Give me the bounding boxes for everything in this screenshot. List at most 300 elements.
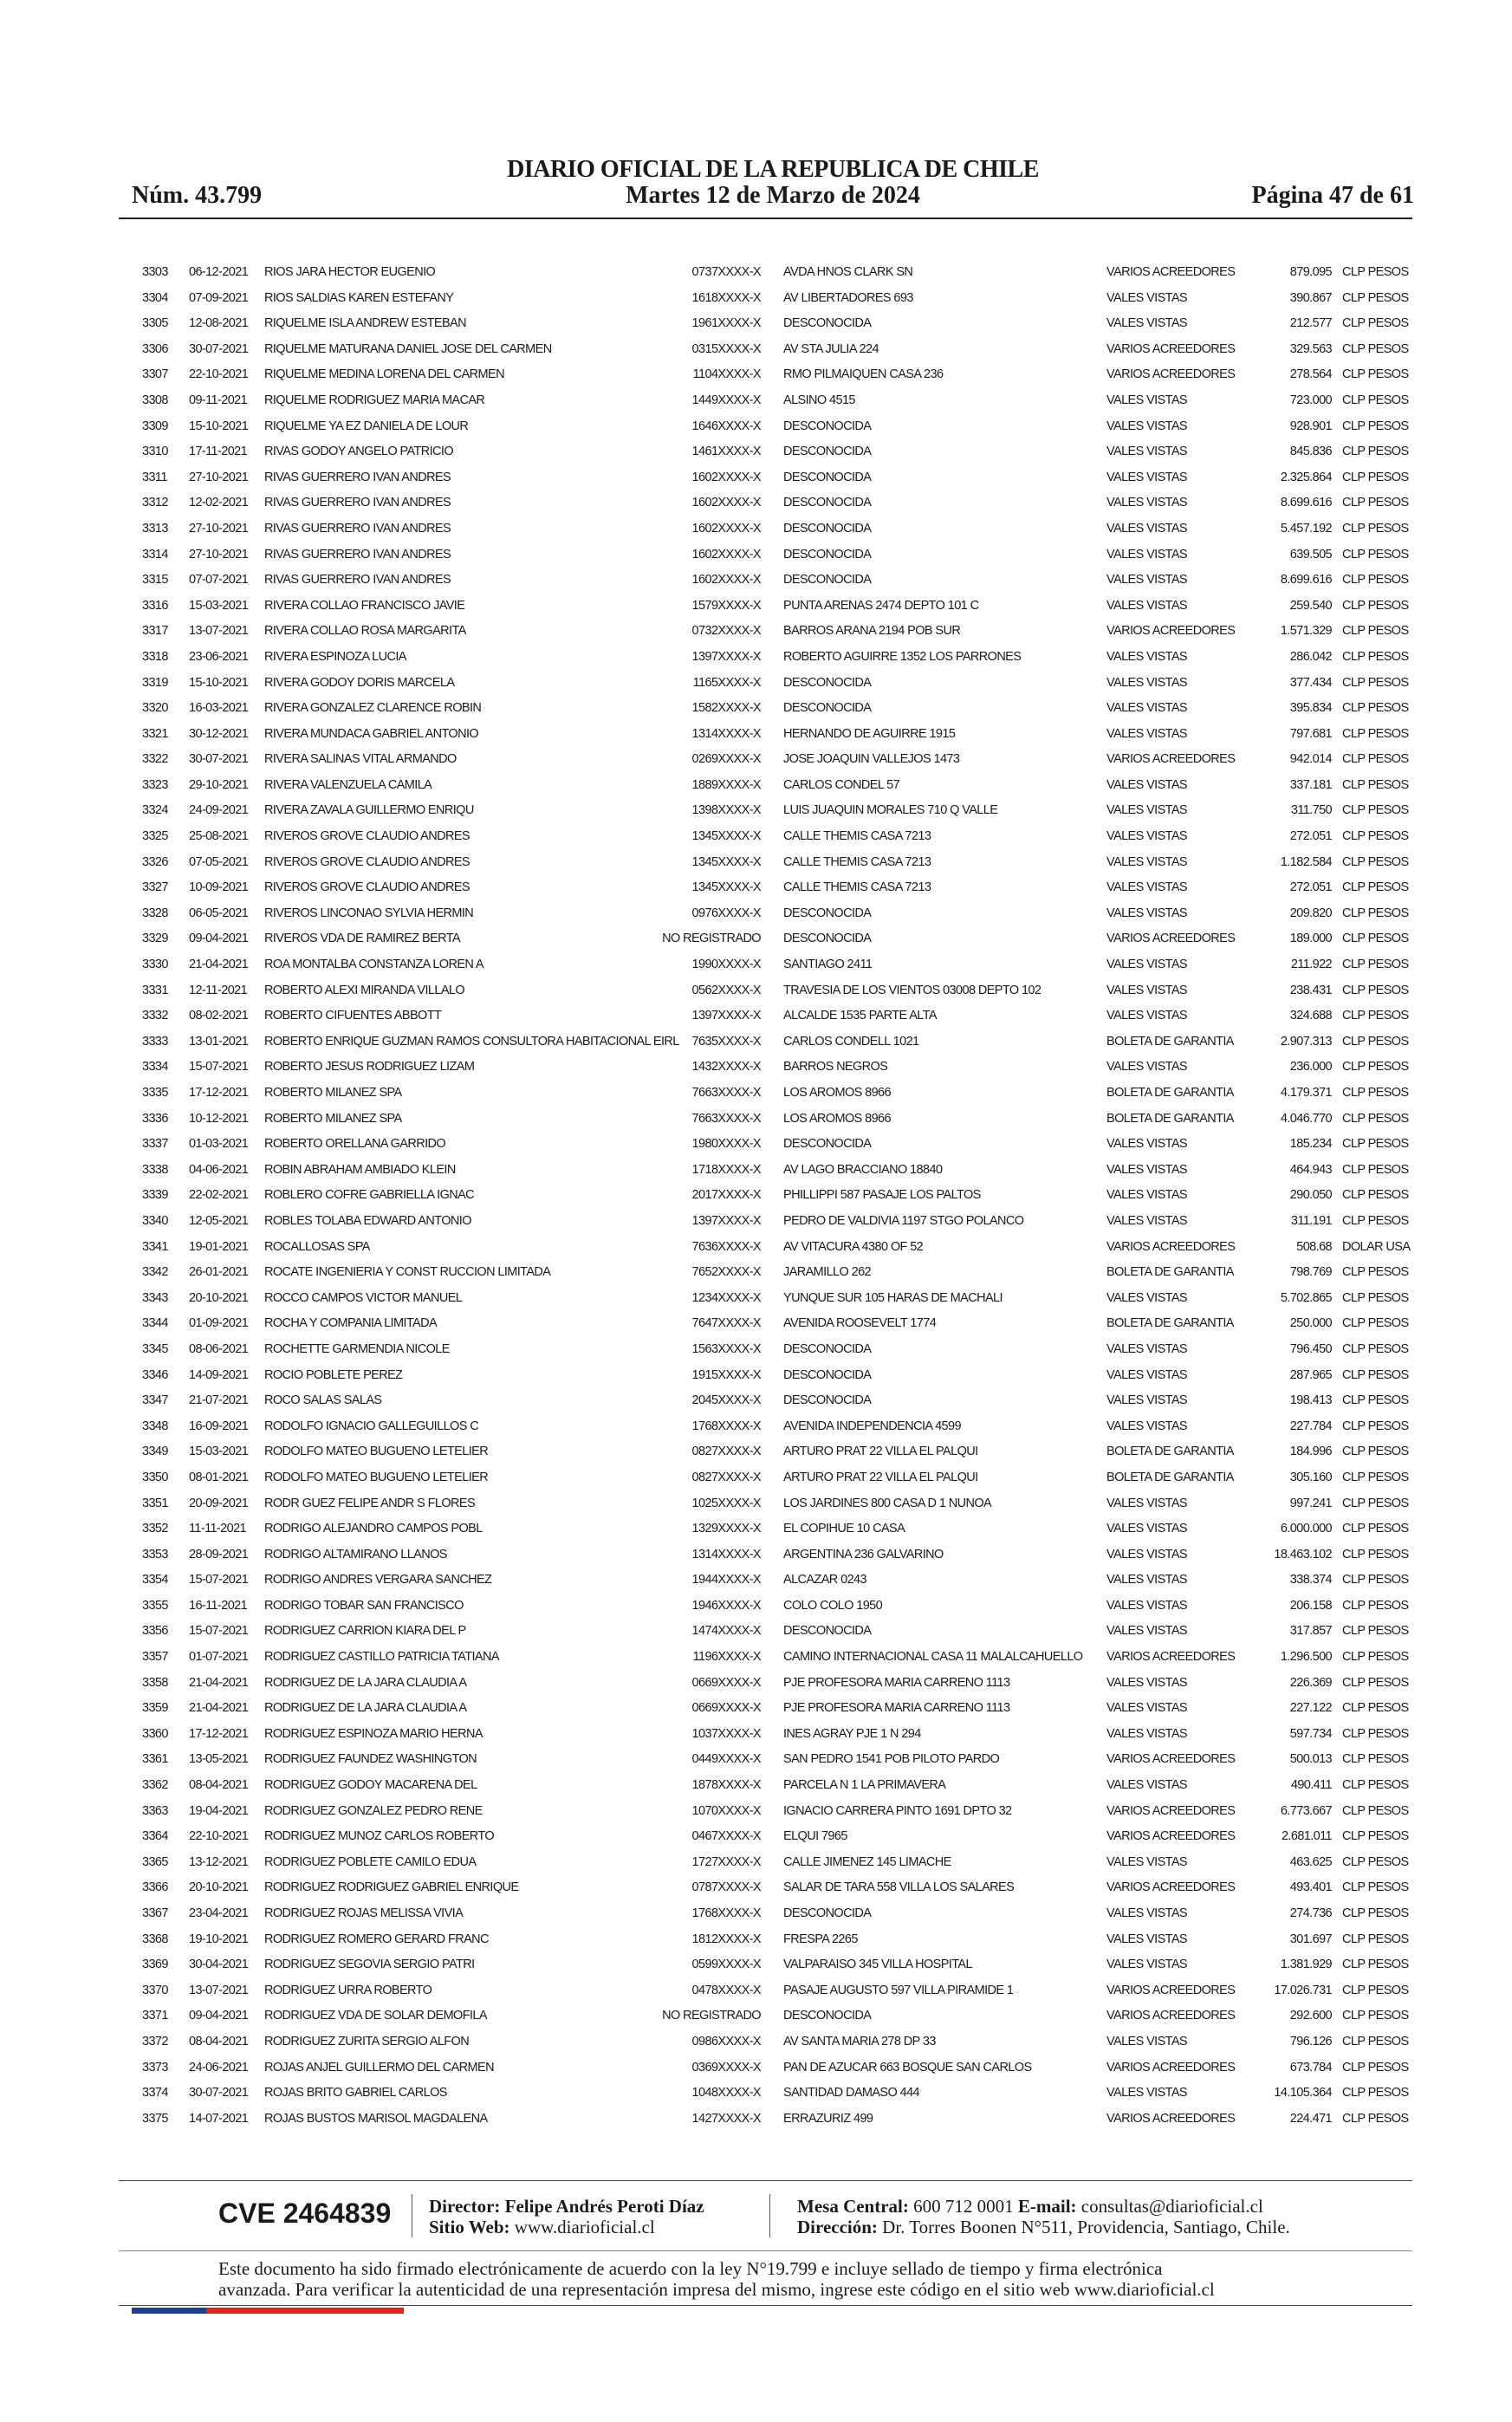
currency: CLP PESOS	[1342, 1341, 1409, 1356]
amount: 6.000.000	[1280, 1522, 1332, 1536]
rut: 1398XXXX-X	[691, 803, 761, 818]
site-label: Sitio Web:	[429, 2217, 510, 2237]
table-row	[132, 619, 1414, 645]
amount: 287.965	[1289, 1367, 1332, 1382]
record-number: 3359	[142, 1701, 168, 1716]
table-row	[132, 2107, 1414, 2133]
address: DESCONOCIDA	[783, 701, 872, 716]
amount: 227.122	[1289, 1701, 1332, 1716]
beneficiary-name: ROBIN ABRAHAM AMBIADO KLEIN	[264, 1162, 456, 1177]
address: LUIS JUAQUIN MORALES 710 Q VALLE	[783, 803, 998, 818]
beneficiary-name: RODRIGO ANDRES VERGARA SANCHEZ	[264, 1573, 492, 1588]
currency: CLP PESOS	[1342, 2009, 1409, 2023]
currency: CLP PESOS	[1342, 290, 1409, 305]
beneficiary-name: ROCHA Y COMPANIA LIMITADA	[264, 1316, 438, 1331]
record-date: 21-04-2021	[189, 958, 249, 972]
currency: CLP PESOS	[1342, 1983, 1409, 1997]
document-type: VALES VISTAS	[1106, 1932, 1187, 1946]
currency: CLP PESOS	[1342, 393, 1409, 407]
table-row	[132, 671, 1414, 697]
currency: CLP PESOS	[1342, 1137, 1409, 1152]
record-number: 3343	[142, 1290, 168, 1305]
record-number: 3362	[142, 1778, 168, 1793]
currency: CLP PESOS	[1342, 419, 1409, 433]
amount: 185.234	[1289, 1137, 1332, 1152]
beneficiary-name: RIVERA GODOY DORIS MARCELA	[264, 675, 455, 690]
table-row	[132, 952, 1414, 978]
record-number: 3332	[142, 1009, 168, 1023]
currency: CLP PESOS	[1342, 803, 1409, 818]
record-number: 3349	[142, 1445, 168, 1459]
table-row	[132, 1388, 1414, 1414]
amount: 212.577	[1289, 316, 1332, 331]
beneficiary-name: ROCHETTE GARMENDIA NICOLE	[264, 1341, 450, 1356]
currency: CLP PESOS	[1342, 1162, 1409, 1177]
document-type: VALES VISTAS	[1106, 1598, 1187, 1613]
record-number: 3346	[142, 1367, 168, 1382]
record-number: 3360	[142, 1726, 168, 1741]
address: DESCONOCIDA	[783, 547, 872, 562]
rut: 1602XXXX-X	[691, 547, 761, 562]
address: PHILLIPPI 587 PASAJE LOS PALTOS	[783, 1188, 981, 1203]
document-type: BOLETA DE GARANTIA	[1106, 1086, 1234, 1100]
record-number: 3335	[142, 1086, 168, 1100]
rut: 1602XXXX-X	[691, 496, 761, 510]
record-date: 30-07-2021	[189, 752, 249, 767]
amount: 6.773.667	[1280, 1803, 1332, 1818]
amount: 2.325.864	[1280, 470, 1332, 484]
document-type: VARIOS ACREEDORES	[1106, 1752, 1236, 1767]
mesa-label: Mesa Central:	[797, 2196, 909, 2217]
table-row	[132, 414, 1414, 440]
rut: 1345XXXX-X	[691, 880, 761, 895]
table-row	[132, 1696, 1414, 1722]
document-type: VARIOS ACREEDORES	[1106, 1880, 1236, 1895]
record-number: 3339	[142, 1188, 168, 1203]
address: ARTURO PRAT 22 VILLA EL PALQUI	[783, 1470, 978, 1484]
currency: CLP PESOS	[1342, 777, 1409, 792]
record-number: 3337	[142, 1137, 168, 1152]
currency: CLP PESOS	[1342, 1009, 1409, 1023]
address: ARGENTINA 236 GALVARINO	[783, 1547, 944, 1562]
beneficiary-name: ROBLERO COFRE GABRIELLA IGNAC	[264, 1188, 475, 1203]
table-row	[132, 1568, 1414, 1594]
document-type: VARIOS ACREEDORES	[1106, 2009, 1236, 2023]
address: PJE PROFESORA MARIA CARRENO 1113	[783, 1675, 1010, 1690]
table-row	[132, 1850, 1414, 1876]
rut: 1946XXXX-X	[691, 1598, 761, 1613]
amount: 390.867	[1289, 290, 1332, 305]
document-type: VALES VISTAS	[1106, 675, 1187, 690]
address: DESCONOCIDA	[783, 445, 872, 459]
document-type: VALES VISTAS	[1106, 1906, 1187, 1920]
flag-stripe-blue	[132, 2308, 206, 2314]
document-type: VALES VISTAS	[1106, 1188, 1187, 1203]
beneficiary-name: RIVEROS VDA DE RAMIREZ BERTA	[264, 932, 460, 946]
currency: CLP PESOS	[1342, 649, 1409, 664]
amount: 236.000	[1289, 1060, 1332, 1075]
address: SANTIDAD DAMASO 444	[783, 2086, 920, 2101]
rut: 1990XXXX-X	[691, 958, 761, 972]
record-number: 3352	[142, 1522, 168, 1536]
record-date: 15-10-2021	[189, 675, 249, 690]
record-date: 21-07-2021	[189, 1393, 249, 1408]
record-number: 3322	[142, 752, 168, 767]
record-date: 07-05-2021	[189, 854, 249, 869]
amount: 5.702.865	[1280, 1290, 1332, 1305]
document-type: VALES VISTAS	[1106, 1522, 1187, 1536]
address: DESCONOCIDA	[783, 1367, 872, 1382]
document-type: VALES VISTAS	[1106, 726, 1187, 741]
amount: 2.681.011	[1281, 1829, 1332, 1844]
amount: 1.571.329	[1280, 624, 1332, 639]
beneficiary-name: RODRIGUEZ DE LA JARA CLAUDIA A	[264, 1701, 467, 1716]
beneficiary-name: RIVAS GUERRERO IVAN ANDRES	[264, 496, 451, 510]
currency: CLP PESOS	[1342, 2111, 1409, 2126]
record-date: 20-10-2021	[189, 1880, 249, 1895]
footer-separator	[769, 2194, 770, 2237]
record-date: 20-10-2021	[189, 1290, 249, 1305]
document-type: VALES VISTAS	[1106, 649, 1187, 664]
document-type: VALES VISTAS	[1106, 598, 1187, 613]
table-row	[132, 2029, 1414, 2055]
email-link[interactable]: consultas@diarioficial.cl	[1080, 2196, 1263, 2217]
record-date: 19-01-2021	[189, 1239, 249, 1254]
record-date: 06-12-2021	[189, 265, 249, 279]
beneficiary-name: ROBERTO JESUS RODRIGUEZ LIZAM	[264, 1060, 475, 1075]
address-text: Dr. Torres Boonen N°511, Providencia, Santiago, Chile.	[882, 2217, 1290, 2237]
record-date: 17-11-2021	[189, 445, 248, 459]
rut: 1944XXXX-X	[691, 1573, 761, 1588]
document-type: VALES VISTAS	[1106, 470, 1187, 484]
document-type: VALES VISTAS	[1106, 777, 1187, 792]
table-row	[132, 1875, 1414, 1901]
amount: 311.191	[1290, 1213, 1332, 1228]
record-number: 3351	[142, 1496, 168, 1510]
rut: 1314XXXX-X	[691, 726, 761, 741]
record-date: 01-09-2021	[189, 1316, 249, 1331]
record-number: 3371	[142, 2009, 168, 2023]
table-row	[132, 850, 1414, 876]
beneficiary-name: RODRIGUEZ ROMERO GERARD FRANC	[264, 1932, 489, 1946]
beneficiary-name: ROJAS BRITO GABRIEL CARLOS	[264, 2086, 447, 2101]
beneficiary-name: RODRIGUEZ ZURITA SERGIO ALFON	[264, 2034, 470, 2049]
beneficiary-name: RODRIGUEZ ESPINOZA MARIO HERNA	[264, 1726, 483, 1741]
rut: 1889XXXX-X	[691, 777, 761, 792]
record-date: 12-05-2021	[189, 1213, 249, 1228]
record-number: 3308	[142, 393, 168, 407]
table-row	[132, 542, 1414, 568]
record-number: 3313	[142, 521, 168, 536]
record-number: 3331	[142, 983, 168, 997]
record-number: 3327	[142, 880, 168, 895]
amount: 493.401	[1289, 1880, 1332, 1895]
record-number: 3316	[142, 598, 168, 613]
record-date: 13-07-2021	[189, 1983, 249, 1997]
table-row	[132, 926, 1414, 952]
currency: CLP PESOS	[1342, 1547, 1409, 1562]
table-row	[132, 901, 1414, 927]
rut: 0787XXXX-X	[691, 1880, 761, 1895]
beneficiary-name: ROBERTO MILANEZ SPA	[264, 1111, 402, 1126]
document-type: VALES VISTAS	[1106, 1060, 1187, 1075]
rut: 1025XXXX-X	[691, 1496, 761, 1510]
document-type: BOLETA DE GARANTIA	[1106, 1034, 1234, 1049]
beneficiary-name: RIVAS GUERRERO IVAN ANDRES	[264, 470, 451, 484]
record-date: 08-01-2021	[189, 1470, 249, 1484]
record-date: 21-04-2021	[189, 1701, 249, 1716]
beneficiary-name: RIQUELME ISLA ANDREW ESTEBAN	[264, 316, 466, 331]
currency: CLP PESOS	[1342, 1854, 1409, 1869]
table-row	[132, 362, 1414, 388]
rut: 1048XXXX-X	[691, 2086, 761, 2101]
table-row	[132, 1671, 1414, 1697]
rut: 1602XXXX-X	[691, 521, 761, 536]
document-type: VALES VISTAS	[1106, 1290, 1187, 1305]
address: AV LIBERTADORES 693	[783, 290, 913, 305]
currency: DOLAR USA	[1342, 1239, 1411, 1254]
amount: 311.750	[1290, 803, 1332, 818]
currency: CLP PESOS	[1342, 1880, 1409, 1895]
rut: 1602XXXX-X	[691, 573, 761, 588]
address: LOS AROMOS 8966	[783, 1111, 891, 1126]
record-date: 08-04-2021	[189, 1778, 249, 1793]
document-type: VALES VISTAS	[1106, 1137, 1187, 1152]
address: AV VITACURA 4380 OF 52	[783, 1239, 924, 1254]
footer-divider-top	[119, 2180, 1412, 2181]
rut: 0669XXXX-X	[691, 1675, 761, 1690]
currency: CLP PESOS	[1342, 1522, 1409, 1536]
record-number: 3323	[142, 777, 168, 792]
currency: CLP PESOS	[1342, 1906, 1409, 1920]
address: HERNANDO DE AGUIRRE 1915	[783, 726, 956, 741]
address: DESCONOCIDA	[783, 1624, 872, 1639]
table-row	[132, 260, 1414, 286]
currency: CLP PESOS	[1342, 341, 1409, 356]
beneficiary-name: ROCO SALAS SALAS	[264, 1393, 382, 1408]
amount: 464.943	[1289, 1162, 1332, 1177]
document-type: VALES VISTAS	[1106, 1547, 1187, 1562]
address: ALCALDE 1535 PARTE ALTA	[783, 1009, 937, 1023]
rut: 1234XXXX-X	[691, 1290, 761, 1305]
footer-divider-middle	[119, 2250, 1412, 2251]
beneficiary-name: RIVAS GUERRERO IVAN ANDRES	[264, 547, 451, 562]
address: AVDA HNOS CLARK SN	[783, 265, 913, 279]
rut: 7635XXXX-X	[691, 1034, 761, 1049]
currency: CLP PESOS	[1342, 445, 1409, 459]
beneficiary-name: RIQUELME MATURANA DANIEL JOSE DEL CARMEN	[264, 341, 552, 356]
amount: 490.411	[1290, 1778, 1332, 1793]
record-date: 12-08-2021	[189, 316, 249, 331]
record-number: 3330	[142, 958, 168, 972]
rut: 1449XXXX-X	[691, 393, 761, 407]
amount: 272.051	[1289, 829, 1332, 844]
address: PUNTA ARENAS 2474 DEPTO 101 C	[783, 598, 979, 613]
address: COLO COLO 1950	[783, 1598, 883, 1613]
rut: 0449XXXX-X	[691, 1752, 761, 1767]
beneficiary-name: ROCIO POBLETE PEREZ	[264, 1367, 403, 1382]
table-row	[132, 1465, 1414, 1491]
record-date: 22-10-2021	[189, 367, 249, 382]
beneficiary-name: RIQUELME YA EZ DANIELA DE LOUR	[264, 419, 469, 433]
record-date: 16-03-2021	[189, 701, 249, 716]
document-type: VALES VISTAS	[1106, 2086, 1187, 2101]
address: DESCONOCIDA	[783, 1341, 872, 1356]
address: AVENIDA INDEPENDENCIA 4599	[783, 1419, 961, 1433]
record-number: 3333	[142, 1034, 168, 1049]
document-type: VALES VISTAS	[1106, 1854, 1187, 1869]
address: DESCONOCIDA	[783, 2009, 872, 2023]
publication-title: DIARIO OFICIAL DE LA REPUBLICA DE CHILE	[507, 156, 1039, 183]
address: SAN PEDRO 1541 POB PILOTO PARDO	[783, 1752, 1000, 1767]
address: VALPARAISO 345 VILLA HOSPITAL	[783, 1958, 972, 1972]
beneficiary-name: RIVAS GUERRERO IVAN ANDRES	[264, 573, 451, 588]
document-type: VARIOS ACREEDORES	[1106, 624, 1236, 639]
table-row	[132, 1927, 1414, 1953]
address: SANTIAGO 2411	[783, 958, 873, 972]
table-row	[132, 1516, 1414, 1542]
address: AV SANTA MARIA 278 DP 33	[783, 2034, 936, 2049]
beneficiary-name: RODRIGUEZ CASTILLO PATRICIA TATIANA	[264, 1650, 499, 1665]
address: INES AGRAY PJE 1 N 294	[783, 1726, 921, 1741]
footer-divider-bottom	[119, 2305, 1412, 2306]
address: AVENIDA ROOSEVELT 1774	[783, 1316, 937, 1331]
beneficiary-name: RODRIGO ALTAMIRANO LLANOS	[264, 1547, 447, 1562]
amount: 272.051	[1289, 880, 1332, 895]
document-type: VALES VISTAS	[1106, 1341, 1187, 1356]
currency: CLP PESOS	[1342, 1752, 1409, 1767]
record-date: 15-03-2021	[189, 1445, 249, 1459]
document-type: VALES VISTAS	[1106, 1624, 1187, 1639]
table-row	[132, 798, 1414, 824]
address: BARROS NEGROS	[783, 1060, 888, 1075]
document-type: VARIOS ACREEDORES	[1106, 2060, 1236, 2075]
record-date: 01-07-2021	[189, 1650, 249, 1665]
currency: CLP PESOS	[1342, 2086, 1409, 2101]
beneficiary-name: RIVERA ZAVALA GUILLERMO ENRIQU	[264, 803, 474, 818]
table-row	[132, 286, 1414, 312]
record-number: 3324	[142, 803, 168, 818]
record-number: 3369	[142, 1958, 168, 1972]
record-number: 3345	[142, 1341, 168, 1356]
record-date: 30-04-2021	[189, 1958, 249, 1972]
currency: CLP PESOS	[1342, 1393, 1409, 1408]
rut: 1104XXXX-X	[692, 367, 761, 382]
record-date: 28-09-2021	[189, 1547, 249, 1562]
document-type: VALES VISTAS	[1106, 829, 1187, 844]
currency: CLP PESOS	[1342, 547, 1409, 562]
table-row	[132, 1773, 1414, 1799]
address: PJE PROFESORA MARIA CARRENO 1113	[783, 1701, 1010, 1716]
table-row	[132, 722, 1414, 748]
amount: 723.000	[1289, 393, 1332, 407]
site-link[interactable]: www.diarioficial.cl	[514, 2217, 655, 2237]
amount: 14.105.364	[1274, 2086, 1332, 2101]
document-type: VALES VISTAS	[1106, 1958, 1187, 1972]
rut: 0369XXXX-X	[691, 2060, 761, 2075]
beneficiary-name: RODRIGUEZ GODOY MACARENA DEL	[264, 1778, 477, 1793]
address: RMO PILMAIQUEN CASA 236	[783, 367, 944, 382]
rut: 7636XXXX-X	[691, 1239, 761, 1254]
record-number: 3307	[142, 367, 168, 382]
currency: CLP PESOS	[1342, 701, 1409, 716]
document-type: VALES VISTAS	[1106, 2034, 1187, 2049]
rut: 0737XXXX-X	[691, 265, 761, 279]
rut: 1878XXXX-X	[691, 1778, 761, 1793]
amount: 305.160	[1289, 1470, 1332, 1484]
beneficiary-name: ROA MONTALBA CONSTANZA LOREN A	[264, 958, 483, 972]
currency: CLP PESOS	[1342, 1675, 1409, 1690]
table-row	[132, 1286, 1414, 1312]
beneficiary-name: RODRIGO ALEJANDRO CAMPOS POBL	[264, 1522, 483, 1536]
record-date: 27-10-2021	[189, 521, 249, 536]
currency: CLP PESOS	[1342, 521, 1409, 536]
amount: 317.857	[1289, 1624, 1332, 1639]
document-type: VARIOS ACREEDORES	[1106, 341, 1236, 356]
record-number: 3353	[142, 1547, 168, 1562]
table-row	[132, 1901, 1414, 1927]
record-number: 3305	[142, 316, 168, 331]
currency: CLP PESOS	[1342, 496, 1409, 510]
record-number: 3309	[142, 419, 168, 433]
record-number: 3350	[142, 1470, 168, 1484]
beneficiary-name: RODRIGUEZ DE LA JARA CLAUDIA A	[264, 1675, 467, 1690]
table-row	[132, 978, 1414, 1004]
amount: 301.697	[1289, 1932, 1332, 1946]
beneficiary-name: RIOS SALDIAS KAREN ESTEFANY	[264, 290, 454, 305]
record-number: 3368	[142, 1932, 168, 1946]
currency: CLP PESOS	[1342, 624, 1409, 639]
document-type: VALES VISTAS	[1106, 1367, 1187, 1382]
page-number: Página 47 de 61	[1251, 182, 1414, 209]
currency: CLP PESOS	[1342, 726, 1409, 741]
record-number: 3319	[142, 675, 168, 690]
table-row	[132, 2003, 1414, 2029]
rut: 1812XXXX-X	[691, 1932, 761, 1946]
document-type: VALES VISTAS	[1106, 1393, 1187, 1408]
director-label: Director:	[429, 2196, 501, 2217]
document-type: VALES VISTAS	[1106, 316, 1187, 331]
table-row	[132, 1055, 1414, 1081]
rut: 1397XXXX-X	[691, 1009, 761, 1023]
document-type: BOLETA DE GARANTIA	[1106, 1445, 1234, 1459]
rut: 1768XXXX-X	[691, 1419, 761, 1433]
rut: 1646XXXX-X	[691, 419, 761, 433]
table-row	[132, 1081, 1414, 1107]
currency: CLP PESOS	[1342, 1932, 1409, 1946]
table-row	[132, 1952, 1414, 1978]
address: FRESPA 2265	[783, 1932, 858, 1946]
record-number: 3338	[142, 1162, 168, 1177]
record-date: 22-02-2021	[189, 1188, 249, 1203]
amount: 5.457.192	[1280, 521, 1332, 536]
table-row	[132, 594, 1414, 620]
record-date: 15-07-2021	[189, 1060, 249, 1075]
currency: CLP PESOS	[1342, 1598, 1409, 1613]
beneficiary-name: RODOLFO MATEO BUGUENO LETELIER	[264, 1445, 489, 1459]
record-date: 30-07-2021	[189, 2086, 249, 2101]
document-type: VALES VISTAS	[1106, 1675, 1187, 1690]
currency: CLP PESOS	[1342, 1034, 1409, 1049]
address: JARAMILLO 262	[783, 1265, 871, 1280]
amount: 798.769	[1289, 1265, 1332, 1280]
amount: 597.734	[1289, 1726, 1332, 1741]
table-row	[132, 1003, 1414, 1029]
record-number: 3367	[142, 1906, 168, 1920]
amount: 845.836	[1289, 445, 1332, 459]
record-number: 3303	[142, 265, 168, 279]
beneficiary-name: ROJAS BUSTOS MARISOL MAGDALENA	[264, 2111, 488, 2126]
